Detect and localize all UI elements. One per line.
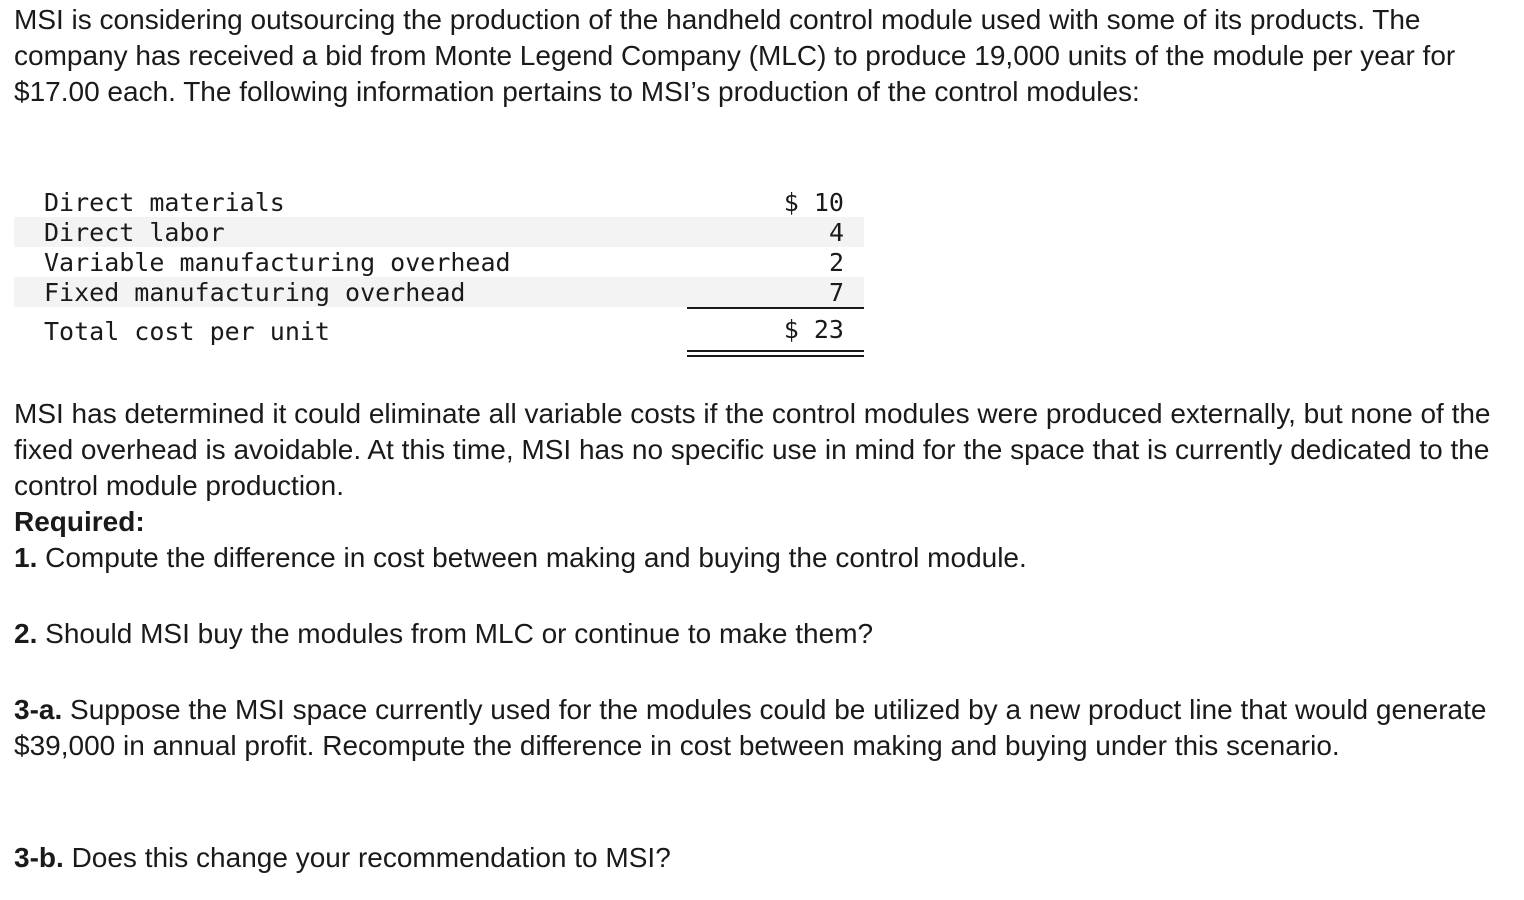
- question-3b: [14, 840, 1494, 876]
- question-number: 3-a.: [14, 694, 63, 725]
- total-double-rule: [687, 350, 864, 357]
- question-text: Should MSI buy the modules from MLC or continue to make them?: [45, 618, 874, 649]
- question-text: Compute the difference in cost between making and buying the control module.: [45, 542, 1027, 573]
- cost-row-direct-labor: [14, 217, 864, 247]
- cost-label: Variable manufacturing overhead: [44, 248, 511, 277]
- cost-label: Direct materials: [44, 188, 285, 217]
- question-number: 3-b.: [14, 842, 64, 873]
- cost-label: Fixed manufacturing overhead: [44, 278, 466, 307]
- total-amount: $ 23: [783, 315, 844, 344]
- cost-amount: $ 10: [783, 188, 844, 217]
- cost-amount: 7: [828, 278, 844, 307]
- cost-row-variable-overhead: [14, 247, 864, 277]
- question-number: 2.: [14, 618, 38, 649]
- question-3a: [14, 692, 1494, 764]
- question-text: Suppose the MSI space currently used for the modules could be utilized by a new product line that would generate $39,000 in annual profit. Recompute the difference in cost between making and buying under this scenario.: [14, 694, 1487, 761]
- middle-paragraph: MSI has determined it could eliminate all variable costs if the control modules were produced externally, but none of the fixed overhead is avoidable. At this time, MSI has no specific use in mind for the space that is currently dedicated to the control module production.: [14, 398, 1491, 501]
- cost-label: Direct labor: [44, 218, 225, 247]
- question-number: 1.: [14, 542, 38, 573]
- cost-amount: 2: [828, 248, 844, 277]
- question-1: [14, 540, 1494, 576]
- cost-table: [14, 187, 864, 346]
- intro-paragraph: MSI is considering outsourcing the production of the handheld control module used with some of its products. The company has received a bid from Monte Legend Company (MLC) to produce 19,000 units of the module per year for $17.00 each. The following information pertains to MSI’s production of the control modules:: [14, 4, 1456, 107]
- cost-row-total: [14, 315, 864, 347]
- cost-row-fixed-overhead: [14, 277, 864, 307]
- cost-amount: 4: [828, 218, 844, 247]
- cost-row-direct-materials: [14, 187, 864, 217]
- required-heading: Required:: [14, 506, 145, 537]
- question-2: [14, 616, 1494, 652]
- subtotal-rule: [687, 307, 864, 309]
- total-label: Total cost per unit: [44, 317, 330, 346]
- question-text: Does this change your recommendation to MSI?: [71, 842, 671, 873]
